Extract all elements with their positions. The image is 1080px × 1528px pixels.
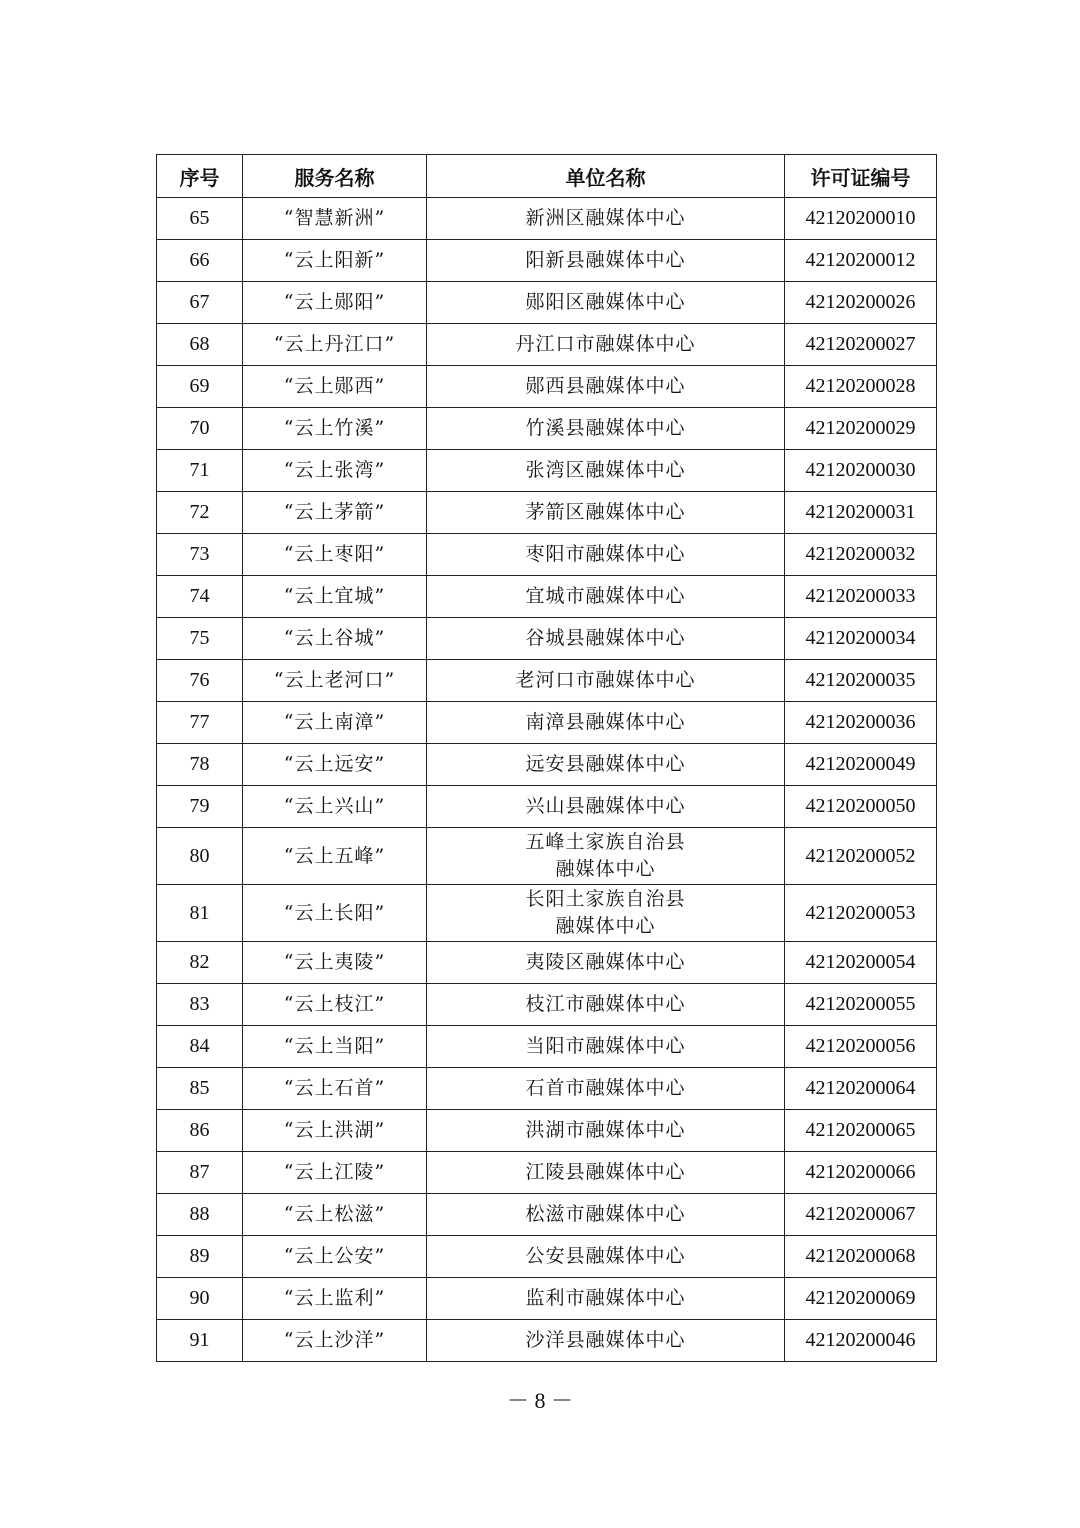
row-license-no: 42120200056 (785, 1026, 937, 1068)
row-license-no: 42120200026 (785, 282, 937, 324)
table-row (157, 1068, 937, 1110)
row-no: 80 (157, 828, 243, 885)
table-row (157, 408, 937, 450)
row-license-no: 42120200034 (785, 618, 937, 660)
row-service-name: “云上枝江” (243, 984, 427, 1026)
unit-name-line: 松滋市融媒体中心 (525, 1203, 686, 1225)
unit-name-line: 枝江市融媒体中心 (525, 993, 686, 1015)
row-license-no: 42120200029 (785, 408, 937, 450)
unit-name-line: 阳新县融媒体中心 (525, 249, 686, 271)
unit-name-line: 南漳县融媒体中心 (525, 711, 686, 733)
unit-name-line: 郧西县融媒体中心 (525, 375, 686, 397)
row-service-name: “云上兴山” (243, 786, 427, 828)
row-license-no: 42120200068 (785, 1236, 937, 1278)
table-row (157, 534, 937, 576)
unit-name-line: 丹江口市融媒体中心 (515, 333, 696, 355)
row-no: 90 (157, 1278, 243, 1320)
table-row (157, 282, 937, 324)
row-service-name: “云上监利” (243, 1278, 427, 1320)
table-row (157, 324, 937, 366)
row-no: 69 (157, 366, 243, 408)
row-unit-name (427, 744, 785, 786)
row-no: 66 (157, 240, 243, 282)
table-row (157, 1152, 937, 1194)
row-license-no: 42120200065 (785, 1110, 937, 1152)
unit-name-line: 沙洋县融媒体中心 (525, 1329, 686, 1351)
row-license-no: 42120200050 (785, 786, 937, 828)
row-license-no: 42120200069 (785, 1278, 937, 1320)
table-row (157, 984, 937, 1026)
table-row (157, 660, 937, 702)
row-service-name: “云上公安” (243, 1236, 427, 1278)
row-license-no: 42120200055 (785, 984, 937, 1026)
unit-name-line: 新洲区融媒体中心 (525, 207, 686, 229)
row-service-name: “云上郧阳” (243, 282, 427, 324)
row-no: 71 (157, 450, 243, 492)
row-unit-name (427, 618, 785, 660)
row-no: 89 (157, 1236, 243, 1278)
row-service-name: “云上远安” (243, 744, 427, 786)
table-row (157, 576, 937, 618)
row-service-name: “云上夷陵” (243, 942, 427, 984)
row-unit-name (427, 1320, 785, 1362)
row-no: 73 (157, 534, 243, 576)
row-unit-name (427, 1068, 785, 1110)
unit-name-line: 张湾区融媒体中心 (525, 459, 686, 481)
table-row (157, 492, 937, 534)
row-service-name: “云上南漳” (243, 702, 427, 744)
row-unit-name (427, 942, 785, 984)
row-no: 82 (157, 942, 243, 984)
row-unit-name (427, 1278, 785, 1320)
row-no: 67 (157, 282, 243, 324)
unit-name-line: 石首市融媒体中心 (525, 1077, 686, 1099)
row-license-no: 42120200052 (785, 828, 937, 885)
row-unit-name (427, 1194, 785, 1236)
unit-name-line: 茅箭区融媒体中心 (525, 501, 686, 523)
table-row (157, 1026, 937, 1068)
row-service-name: “智慧新洲” (243, 198, 427, 240)
row-unit-name (427, 450, 785, 492)
row-license-no: 42120200010 (785, 198, 937, 240)
unit-name-line: 监利市融媒体中心 (525, 1287, 686, 1309)
row-unit-name (427, 576, 785, 618)
row-no: 74 (157, 576, 243, 618)
table-row (157, 786, 937, 828)
unit-name-line: 江陵县融媒体中心 (525, 1161, 686, 1183)
table-row (157, 1110, 937, 1152)
unit-name-line: 谷城县融媒体中心 (525, 627, 686, 649)
row-license-no: 42120200031 (785, 492, 937, 534)
unit-name-line: 枣阳市融媒体中心 (525, 543, 686, 565)
row-service-name: “云上宜城” (243, 576, 427, 618)
row-unit-name (427, 1152, 785, 1194)
unit-name-line: 公安县融媒体中心 (525, 1245, 686, 1267)
row-unit-name (427, 828, 785, 885)
row-service-name: “云上洪湖” (243, 1110, 427, 1152)
row-no: 68 (157, 324, 243, 366)
unit-name-line: 竹溪县融媒体中心 (525, 417, 686, 439)
header-license-no: 许可证编号 (785, 155, 937, 198)
row-service-name: “云上江陵” (243, 1152, 427, 1194)
row-unit-name (427, 534, 785, 576)
table-header-row (157, 155, 937, 198)
table-row (157, 828, 937, 885)
row-unit-name (427, 324, 785, 366)
row-license-no: 42120200035 (785, 660, 937, 702)
table-row (157, 942, 937, 984)
row-service-name: “云上五峰” (243, 828, 427, 885)
row-license-no: 42120200030 (785, 450, 937, 492)
unit-name-line: 五峰土家族自治县 (525, 831, 686, 853)
row-service-name: “云上阳新” (243, 240, 427, 282)
row-license-no: 42120200064 (785, 1068, 937, 1110)
row-unit-name (427, 492, 785, 534)
row-service-name: “云上茅箭” (243, 492, 427, 534)
row-license-no: 42120200033 (785, 576, 937, 618)
row-no: 77 (157, 702, 243, 744)
row-service-name: “云上枣阳” (243, 534, 427, 576)
row-license-no: 42120200012 (785, 240, 937, 282)
unit-name-line: 郧阳区融媒体中心 (525, 291, 686, 313)
row-license-no: 42120200028 (785, 366, 937, 408)
row-unit-name (427, 198, 785, 240)
row-unit-name (427, 660, 785, 702)
row-license-no: 42120200054 (785, 942, 937, 984)
row-no: 79 (157, 786, 243, 828)
row-service-name: “云上松滋” (243, 1194, 427, 1236)
table-row (157, 366, 937, 408)
unit-name-line: 夷陵区融媒体中心 (525, 951, 686, 973)
row-unit-name (427, 408, 785, 450)
row-license-no: 42120200049 (785, 744, 937, 786)
row-no: 86 (157, 1110, 243, 1152)
row-service-name: “云上谷城” (243, 618, 427, 660)
row-unit-name (427, 702, 785, 744)
row-no: 87 (157, 1152, 243, 1194)
unit-name-line: 宜城市融媒体中心 (525, 585, 686, 607)
row-license-no: 42120200067 (785, 1194, 937, 1236)
table-row (157, 702, 937, 744)
page-number: － 8 － (506, 1388, 573, 1413)
row-service-name: “云上石首” (243, 1068, 427, 1110)
license-table (156, 154, 937, 1362)
row-no: 83 (157, 984, 243, 1026)
row-license-no: 42120200036 (785, 702, 937, 744)
row-service-name: “云上张湾” (243, 450, 427, 492)
row-no: 81 (157, 885, 243, 942)
row-unit-name (427, 240, 785, 282)
table-row (157, 744, 937, 786)
table-row (157, 198, 937, 240)
row-no: 70 (157, 408, 243, 450)
table-row (157, 1236, 937, 1278)
header-service-name: 服务名称 (243, 155, 427, 198)
table-body (157, 198, 937, 1362)
table-row (157, 1320, 937, 1362)
row-no: 75 (157, 618, 243, 660)
header-no: 序号 (157, 155, 243, 198)
unit-name-line: 兴山县融媒体中心 (525, 795, 686, 817)
row-unit-name (427, 282, 785, 324)
row-no: 85 (157, 1068, 243, 1110)
table-row (157, 240, 937, 282)
table-row (157, 1194, 937, 1236)
row-no: 78 (157, 744, 243, 786)
header-unit-name: 单位名称 (427, 155, 785, 198)
row-no: 65 (157, 198, 243, 240)
unit-name-line: 当阳市融媒体中心 (525, 1035, 686, 1057)
table-row (157, 885, 937, 942)
row-unit-name (427, 984, 785, 1026)
row-license-no: 42120200053 (785, 885, 937, 942)
row-service-name: “云上长阳” (243, 885, 427, 942)
table-row (157, 450, 937, 492)
unit-name-line: 老河口市融媒体中心 (515, 669, 696, 691)
row-service-name: “云上竹溪” (243, 408, 427, 450)
row-unit-name (427, 786, 785, 828)
row-unit-name (427, 366, 785, 408)
row-no: 88 (157, 1194, 243, 1236)
unit-name-line: 长阳土家族自治县 (525, 888, 686, 910)
row-license-no: 42120200046 (785, 1320, 937, 1362)
row-license-no: 42120200032 (785, 534, 937, 576)
row-license-no: 42120200066 (785, 1152, 937, 1194)
row-unit-name (427, 1026, 785, 1068)
row-service-name: “云上沙洋” (243, 1320, 427, 1362)
row-unit-name (427, 885, 785, 942)
row-license-no: 42120200027 (785, 324, 937, 366)
unit-name-line: 洪湖市融媒体中心 (525, 1119, 686, 1141)
row-no: 72 (157, 492, 243, 534)
row-service-name: “云上老河口” (243, 660, 427, 702)
unit-name-line: 融媒体中心 (555, 858, 656, 880)
row-service-name: “云上丹江口” (243, 324, 427, 366)
table-row (157, 618, 937, 660)
row-unit-name (427, 1236, 785, 1278)
unit-name-line: 融媒体中心 (555, 915, 656, 937)
row-service-name: “云上当阳” (243, 1026, 427, 1068)
row-service-name: “云上郧西” (243, 366, 427, 408)
unit-name-line: 远安县融媒体中心 (525, 753, 686, 775)
row-unit-name (427, 1110, 785, 1152)
table-row (157, 1278, 937, 1320)
row-no: 76 (157, 660, 243, 702)
row-no: 84 (157, 1026, 243, 1068)
row-no: 91 (157, 1320, 243, 1362)
